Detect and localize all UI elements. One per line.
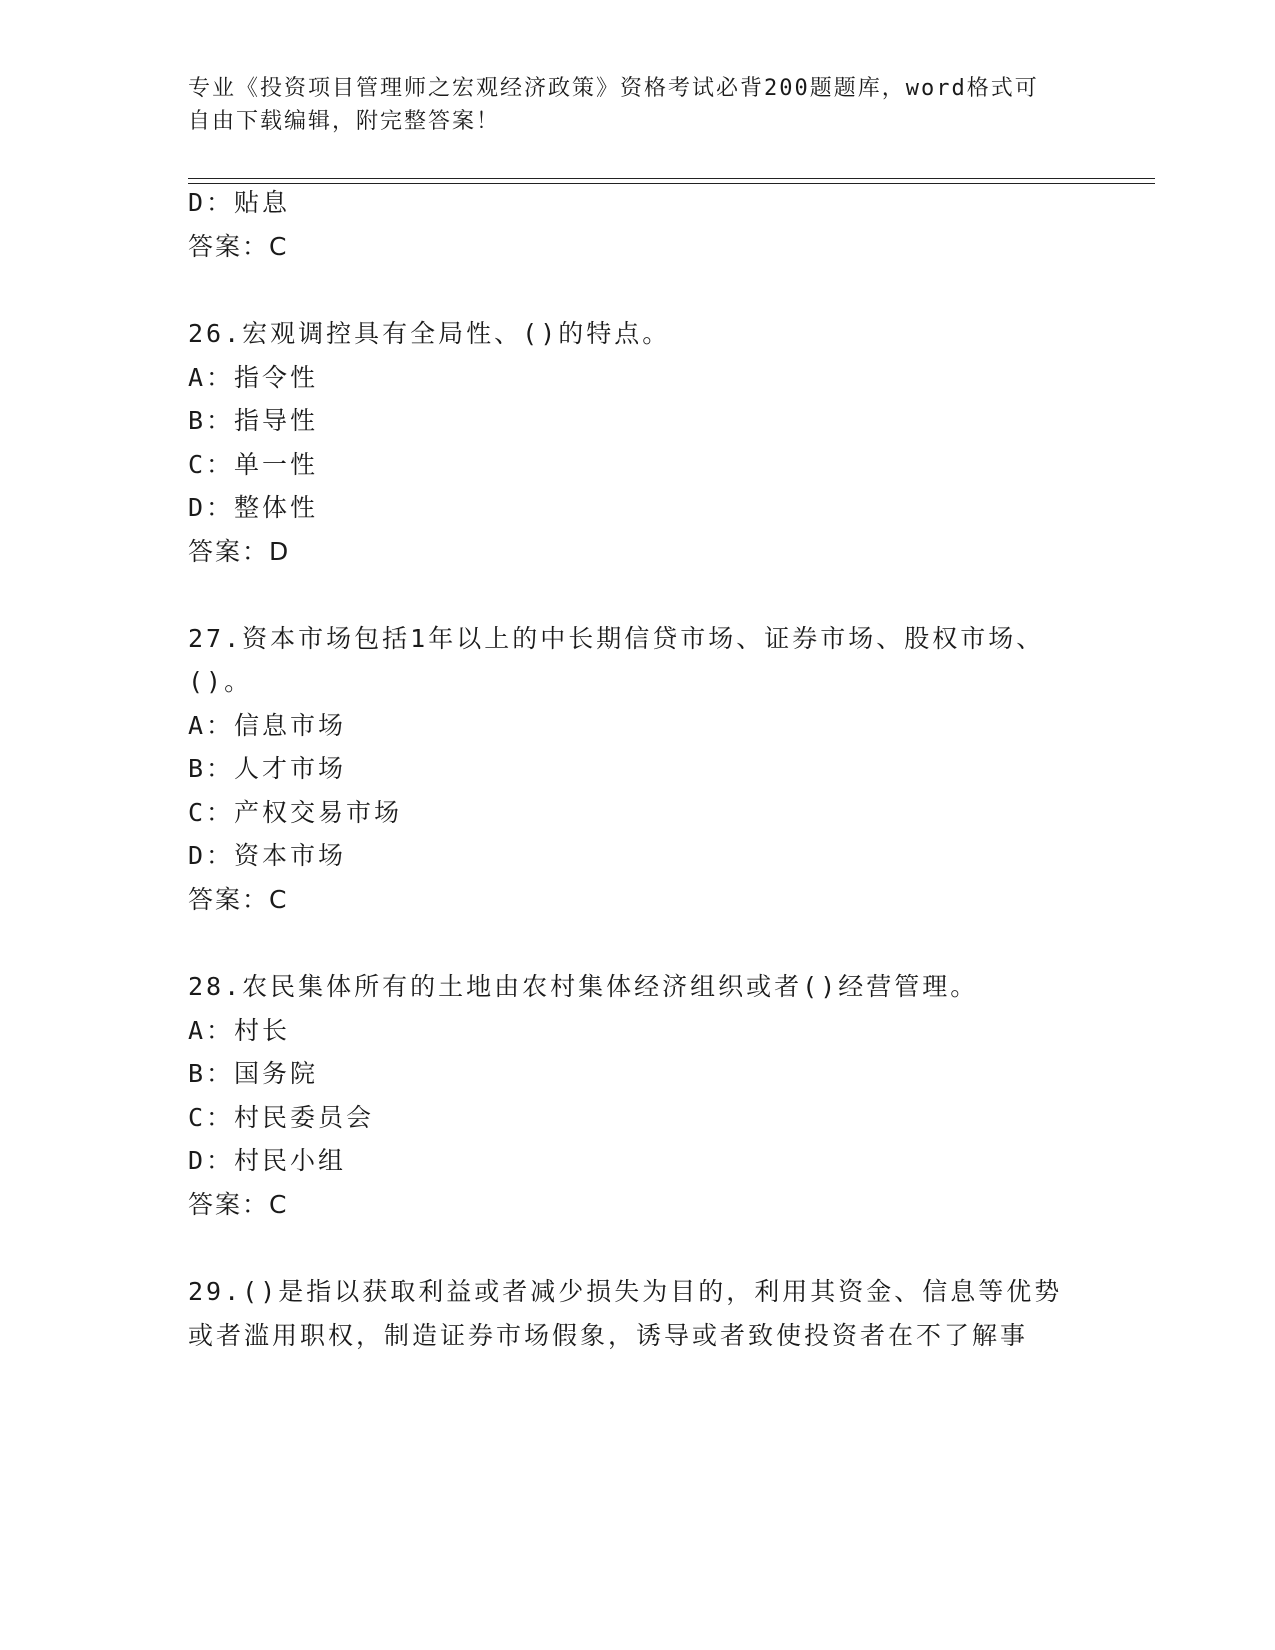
answer: 答案：D xyxy=(188,537,291,566)
option-a: A：信息市场 xyxy=(188,711,347,740)
option-d: D：资本市场 xyxy=(188,841,347,870)
option-d: D：整体性 xyxy=(188,493,319,522)
header-line-1: 专业《投资项目管理师之宏观经济政策》资格考试必背200题题库，word格式可 xyxy=(188,76,1039,101)
question-stem: 29.()是指以获取利益或者减少损失为目的，利用其资金、信息等优势 xyxy=(188,1277,1063,1306)
option-c: C：村民委员会 xyxy=(188,1103,375,1132)
question-stem-continued: 或者滥用职权，制造证券市场假象，诱导或者致使投资者在不了解事 xyxy=(188,1321,1029,1350)
option-b: B：人才市场 xyxy=(188,754,347,783)
question-stem: 26.宏观调控具有全局性、()的特点。 xyxy=(188,319,671,348)
question-stem: 27.资本市场包括1年以上的中长期信贷市场、证券市场、股权市场、 xyxy=(188,624,1045,653)
question-stem-continued: ()。 xyxy=(188,667,253,696)
option-d: D：贴息 xyxy=(188,188,291,217)
option-c: C：产权交易市场 xyxy=(188,798,403,827)
answer: 答案：C xyxy=(188,1190,289,1219)
option-c: C：单一性 xyxy=(188,450,319,479)
option-a: A：指令性 xyxy=(188,363,319,392)
option-a: A：村长 xyxy=(188,1016,291,1045)
header-rule xyxy=(188,178,1155,179)
option-d: D：村民小组 xyxy=(188,1146,347,1175)
page-header xyxy=(188,72,1088,138)
question-stem: 28.农民集体所有的土地由农村集体经济组织或者()经营管理。 xyxy=(188,972,979,1001)
header-line-2: 自由下载编辑，附完整答案！ xyxy=(188,109,501,134)
answer: 答案：C xyxy=(188,885,289,914)
option-b: B：国务院 xyxy=(188,1059,319,1088)
option-b: B：指导性 xyxy=(188,406,319,435)
header-rule xyxy=(188,183,1155,184)
answer: 答案：C xyxy=(188,232,289,261)
